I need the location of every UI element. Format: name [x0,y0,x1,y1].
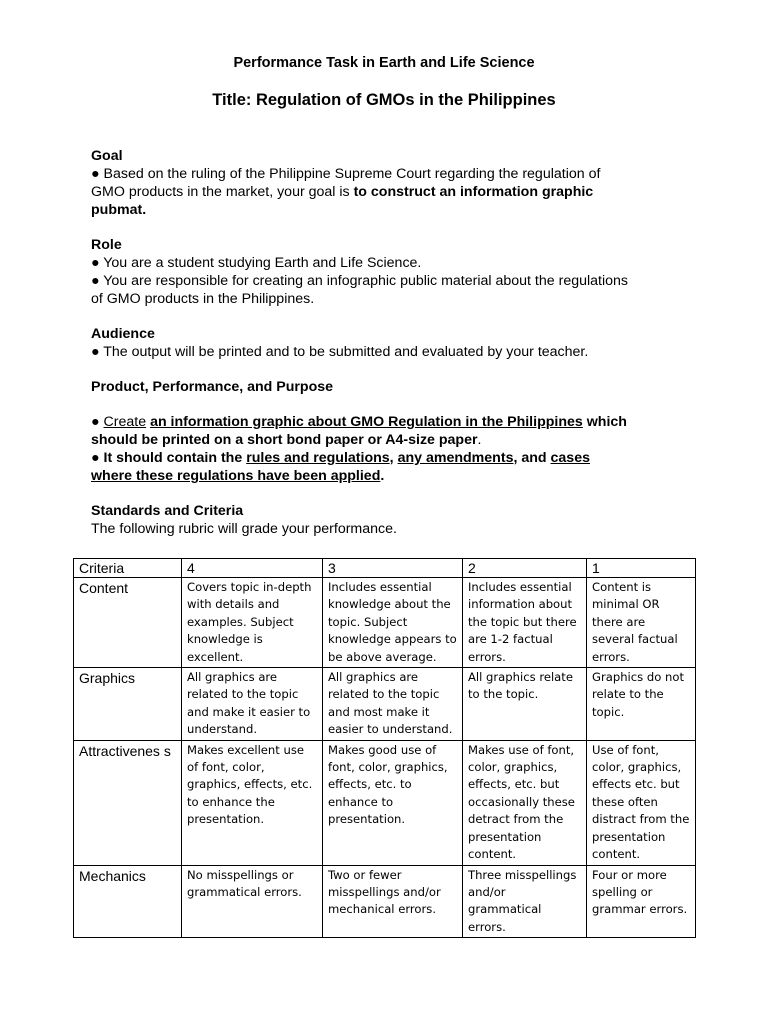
header-cell: Criteria [74,559,182,578]
audience-heading: Audience [91,326,155,342]
bullet-icon: ● [91,450,104,466]
rubric-cell: Use of font, color, graphics, effects etc. but these often distract from the presentation content. [587,740,696,865]
product-paper-spec: which should be printed on a short bond paper or A4-size paper [91,414,627,448]
bullet-icon: ● [91,166,100,182]
product-period: . [477,432,482,448]
rubric-row-mechanics [74,865,696,938]
criterion-cell: Mechanics [74,865,182,938]
goal-text: Based on the ruling of the Philippine Supreme Court regarding the regulation of GMO products in the market, your goal is [91,166,601,200]
rubric-cell: Content is minimal OR there are several factual errors. [587,578,696,668]
product-bullet-1 [91,413,631,449]
role-heading: Role [91,237,122,253]
goal-paragraph [91,165,631,219]
rubric-row-attractiveness [74,740,696,865]
audience-item: ● The output will be printed and to be submitted and evaluated by your teacher. [91,344,589,360]
comma: , [389,450,398,466]
period: . [380,468,385,484]
header-cell: 1 [587,559,696,578]
document-title: Title: Regulation of GMOs in the Philippines [212,91,556,109]
rubric-cell: Includes essential knowledge about the topic. Subject knowledge appears to be above average. [323,578,463,668]
document-body [91,147,631,538]
product-topic: an information graphic about GMO Regulation in the Philippines [150,414,583,430]
rubric-cell: Three misspellings and/or grammatical errors. [463,865,587,938]
standards-heading: Standards and Criteria [91,503,244,519]
header-cell: 2 [463,559,587,578]
bullet-icon: ● [91,414,104,430]
rubric-cell: Four or more spelling or grammar errors. [587,865,696,938]
header-cell: 3 [323,559,463,578]
rules-and-regulations: rules and regulations [246,450,390,466]
product-heading: Product, Performance, and Purpose [91,379,334,395]
goal-heading: Goal [91,148,123,164]
standards-intro: The following rubric will grade your performance. [91,521,397,537]
any-amendments: any amendments [397,450,514,466]
rubric-cell: All graphics are related to the topic and make it easier to understand. [182,668,323,741]
and-word: , and [513,450,551,466]
task-title: Performance Task in Earth and Life Science [233,55,535,71]
rubric-cell: Graphics do not relate to the topic. [587,668,696,741]
cases-applied: cases where these regulations have been applied [91,450,590,484]
create-word: Create [103,414,147,430]
rubric-table [73,558,696,938]
rubric-cell: Two or fewer misspellings and/or mechanical errors. [323,865,463,938]
rubric-cell: Makes excellent use of font, color, graphics, effects, etc. to enhance the presentation. [182,740,323,865]
rubric-cell: All graphics are related to the topic and most make it easier to understand. [323,668,463,741]
goal-text-bold: to construct an information graphic pubmat. [91,184,594,218]
rubric-cell: Makes use of font, color, graphics, effects, etc. but occasionally these detract from the presentation content. [463,740,587,865]
role-item: ● You are a student studying Earth and Life Science. [91,255,422,271]
rubric-cell: No misspellings or grammatical errors. [182,865,323,938]
rubric-row-graphics [74,668,696,741]
criterion-cell: Attractivenes s [74,740,182,865]
rubric-row-content [74,578,696,668]
header-cell: 4 [182,559,323,578]
rubric-cell: Makes good use of font, color, graphics, effects, etc. to enhance to presentation. [323,740,463,865]
product-bullet-2 [91,449,631,485]
criterion-cell: Graphics [74,668,182,741]
contain-intro: It should contain the [103,450,247,466]
role-item: ● You are responsible for creating an infographic public material about the regulations of GMO products in the Philippines. [91,273,628,307]
rubric-header-row [74,559,696,578]
rubric-cell: All graphics relate to the topic. [463,668,587,741]
rubric-cell: Includes essential information about the topic but there are 1-2 factual errors. [463,578,587,668]
rubric-cell: Covers topic in-depth with details and examples. Subject knowledge is excellent. [182,578,323,668]
criterion-cell: Content [74,578,182,668]
